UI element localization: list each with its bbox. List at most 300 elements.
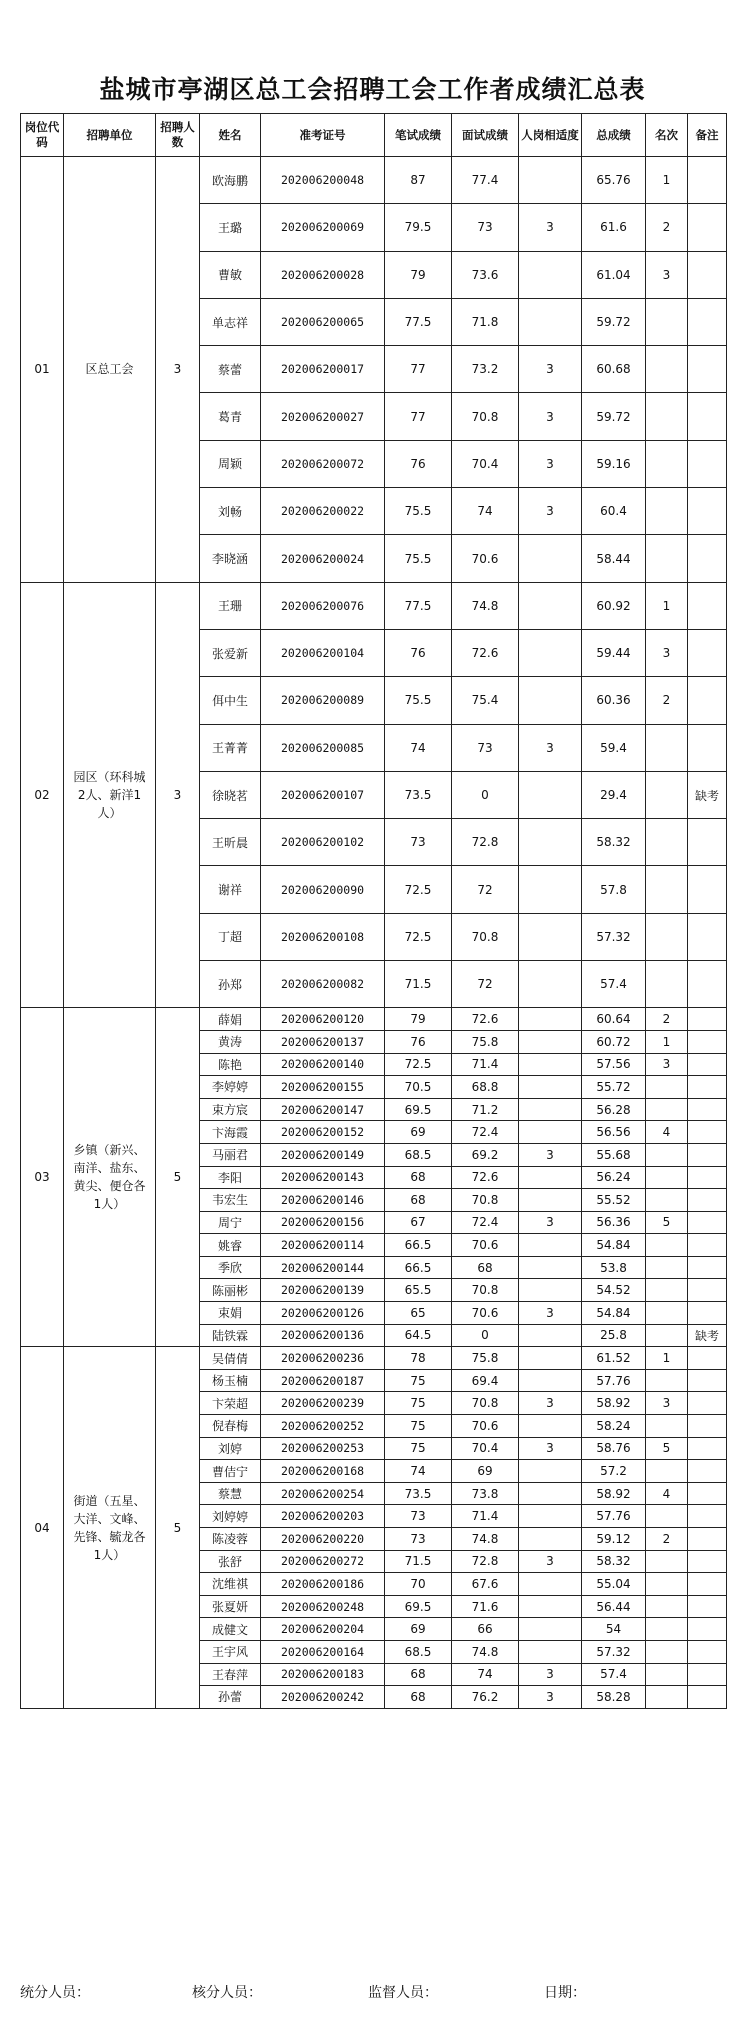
- cell-total: 61.6: [582, 204, 646, 251]
- cell-interview: 71.2: [452, 1098, 519, 1121]
- cell-rank: 4: [646, 1121, 688, 1144]
- cell-interview: 74.8: [452, 1528, 519, 1551]
- cell-ticket: 202006200072: [261, 440, 385, 487]
- cell-note: [688, 1528, 727, 1551]
- cell-rank: 5: [646, 1211, 688, 1234]
- cell-interview: 71.4: [452, 1505, 519, 1528]
- cell-interview: 71.4: [452, 1053, 519, 1076]
- cell-ticket: 202006200239: [261, 1392, 385, 1415]
- cell-total: 57.32: [582, 913, 646, 960]
- cell-fit: 3: [519, 1143, 582, 1166]
- cell-ticket: 202006200149: [261, 1143, 385, 1166]
- cell-fit: 3: [519, 393, 582, 440]
- cell-fit: [519, 1573, 582, 1596]
- group-unit: 乡镇（新兴、南洋、盐东、黄尖、便仓各1人）: [64, 1008, 156, 1347]
- cell-interview: 72: [452, 961, 519, 1008]
- cell-fit: [519, 1505, 582, 1528]
- cell-written: 72.5: [385, 913, 452, 960]
- cell-rank: 3: [646, 629, 688, 676]
- cell-interview: 70.8: [452, 1279, 519, 1302]
- cell-rank: [646, 1143, 688, 1166]
- cell-rank: [646, 771, 688, 818]
- cell-rank: [646, 1550, 688, 1573]
- cell-rank: [646, 298, 688, 345]
- score-table: [20, 113, 727, 1709]
- cell-rank: 3: [646, 251, 688, 298]
- cell-note: [688, 1143, 727, 1166]
- cell-ticket: 202006200143: [261, 1166, 385, 1189]
- score-table-body: [21, 157, 727, 1709]
- cell-name: 王珊: [200, 582, 261, 629]
- cell-total: 53.8: [582, 1256, 646, 1279]
- cell-name: 黄涛: [200, 1030, 261, 1053]
- cell-total: 57.32: [582, 1640, 646, 1663]
- cell-note: [688, 1640, 727, 1663]
- cell-total: 58.92: [582, 1482, 646, 1505]
- cell-ticket: 202006200027: [261, 393, 385, 440]
- cell-interview: 73.2: [452, 346, 519, 393]
- cell-note: [688, 1437, 727, 1460]
- cell-ticket: 202006200147: [261, 1098, 385, 1121]
- cell-rank: [646, 913, 688, 960]
- cell-rank: [646, 1302, 688, 1325]
- cell-interview: 0: [452, 1324, 519, 1347]
- header-total: 总成绩: [582, 114, 646, 157]
- cell-ticket: 202006200017: [261, 346, 385, 393]
- cell-name: 孙蕾: [200, 1686, 261, 1709]
- cell-name: 陈丽彬: [200, 1279, 261, 1302]
- cell-interview: 71.8: [452, 298, 519, 345]
- cell-ticket: 202006200139: [261, 1279, 385, 1302]
- header-count: 招聘人数: [156, 114, 200, 157]
- cell-name: 陈凌蓉: [200, 1528, 261, 1551]
- cell-name: 孙郑: [200, 961, 261, 1008]
- cell-written: 75: [385, 1369, 452, 1392]
- cell-written: 75.5: [385, 677, 452, 724]
- cell-fit: [519, 1460, 582, 1483]
- cell-interview: 70.6: [452, 1302, 519, 1325]
- cell-rank: [646, 1595, 688, 1618]
- cell-ticket: 202006200204: [261, 1618, 385, 1641]
- cell-rank: [646, 440, 688, 487]
- cell-rank: 3: [646, 1392, 688, 1415]
- cell-name: 李婷婷: [200, 1076, 261, 1099]
- cell-rank: [646, 819, 688, 866]
- cell-total: 58.44: [582, 535, 646, 582]
- cell-total: 61.04: [582, 251, 646, 298]
- cell-total: 57.76: [582, 1505, 646, 1528]
- cell-note: [688, 346, 727, 393]
- cell-written: 74: [385, 724, 452, 771]
- cell-name: 王宇风: [200, 1640, 261, 1663]
- cell-written: 79: [385, 1008, 452, 1031]
- cell-fit: [519, 1008, 582, 1031]
- cell-written: 69.5: [385, 1098, 452, 1121]
- cell-interview: 73.8: [452, 1482, 519, 1505]
- cell-note: [688, 204, 727, 251]
- cell-written: 78: [385, 1347, 452, 1370]
- cell-fit: 3: [519, 1211, 582, 1234]
- cell-written: 68: [385, 1166, 452, 1189]
- cell-fit: [519, 1256, 582, 1279]
- cell-note: [688, 582, 727, 629]
- cell-note: [688, 393, 727, 440]
- cell-interview: 70.8: [452, 1189, 519, 1212]
- cell-fit: [519, 298, 582, 345]
- cell-ticket: 202006200022: [261, 488, 385, 535]
- cell-fit: 3: [519, 1437, 582, 1460]
- cell-total: 60.64: [582, 1008, 646, 1031]
- cell-total: 58.76: [582, 1437, 646, 1460]
- group-code: 01: [21, 157, 64, 583]
- cell-written: 79: [385, 251, 452, 298]
- cell-note: [688, 677, 727, 724]
- cell-fit: 3: [519, 1550, 582, 1573]
- cell-rank: 5: [646, 1437, 688, 1460]
- cell-name: 陆铁霖: [200, 1324, 261, 1347]
- cell-ticket: 202006200242: [261, 1686, 385, 1709]
- cell-written: 75: [385, 1392, 452, 1415]
- cell-fit: 3: [519, 1663, 582, 1686]
- cell-total: 59.72: [582, 393, 646, 440]
- cell-fit: [519, 1618, 582, 1641]
- cell-written: 75.5: [385, 535, 452, 582]
- footer-supervise-label: 监督人员：: [368, 1985, 438, 2001]
- cell-written: 66.5: [385, 1256, 452, 1279]
- cell-total: 58.24: [582, 1415, 646, 1438]
- cell-ticket: 202006200203: [261, 1505, 385, 1528]
- cell-ticket: 202006200248: [261, 1595, 385, 1618]
- cell-rank: [646, 1663, 688, 1686]
- cell-interview: 73: [452, 724, 519, 771]
- cell-note: [688, 1460, 727, 1483]
- cell-interview: 66: [452, 1618, 519, 1641]
- cell-note: 缺考: [688, 771, 727, 818]
- cell-written: 75: [385, 1415, 452, 1438]
- cell-ticket: 202006200156: [261, 1211, 385, 1234]
- cell-interview: 71.6: [452, 1595, 519, 1618]
- cell-name: 葛青: [200, 393, 261, 440]
- cell-interview: 0: [452, 771, 519, 818]
- cell-name: 蔡慧: [200, 1482, 261, 1505]
- cell-written: 73: [385, 1528, 452, 1551]
- cell-rank: [646, 1369, 688, 1392]
- cell-fit: [519, 1279, 582, 1302]
- cell-note: [688, 1098, 727, 1121]
- cell-note: [688, 1302, 727, 1325]
- cell-written: 70: [385, 1573, 452, 1596]
- cell-fit: [519, 629, 582, 676]
- cell-ticket: 202006200024: [261, 535, 385, 582]
- cell-written: 64.5: [385, 1324, 452, 1347]
- cell-note: [688, 1030, 727, 1053]
- cell-name: 曹敏: [200, 251, 261, 298]
- cell-name: 周颖: [200, 440, 261, 487]
- cell-name: 王璐: [200, 204, 261, 251]
- cell-note: [688, 961, 727, 1008]
- cell-name: 季欣: [200, 1256, 261, 1279]
- cell-ticket: 202006200085: [261, 724, 385, 771]
- footer: [0, 1982, 745, 2002]
- cell-total: 29.4: [582, 771, 646, 818]
- cell-interview: 72.6: [452, 1166, 519, 1189]
- cell-fit: [519, 1528, 582, 1551]
- cell-interview: 67.6: [452, 1573, 519, 1596]
- cell-note: [688, 1121, 727, 1144]
- cell-written: 68.5: [385, 1640, 452, 1663]
- cell-written: 66.5: [385, 1234, 452, 1257]
- cell-interview: 70.4: [452, 1437, 519, 1460]
- cell-name: 卞海霞: [200, 1121, 261, 1144]
- cell-rank: 2: [646, 1528, 688, 1551]
- cell-name: 韦宏生: [200, 1189, 261, 1212]
- cell-fit: [519, 1482, 582, 1505]
- cell-interview: 69.4: [452, 1369, 519, 1392]
- cell-total: 60.36: [582, 677, 646, 724]
- cell-ticket: 202006200155: [261, 1076, 385, 1099]
- cell-written: 71.5: [385, 1550, 452, 1573]
- cell-fit: [519, 157, 582, 204]
- cell-name: 佴中生: [200, 677, 261, 724]
- cell-name: 张舒: [200, 1550, 261, 1573]
- cell-fit: [519, 251, 582, 298]
- cell-interview: 75.4: [452, 677, 519, 724]
- group-count: 5: [156, 1347, 200, 1709]
- cell-interview: 72.8: [452, 1550, 519, 1573]
- header-name: 姓名: [200, 114, 261, 157]
- cell-name: 曹佶宁: [200, 1460, 261, 1483]
- cell-ticket: 202006200144: [261, 1256, 385, 1279]
- cell-note: [688, 535, 727, 582]
- cell-total: 54.52: [582, 1279, 646, 1302]
- cell-note: [688, 1550, 727, 1573]
- cell-interview: 73: [452, 204, 519, 251]
- cell-total: 60.92: [582, 582, 646, 629]
- header-code: 岗位代码: [21, 114, 64, 157]
- cell-name: 薛娟: [200, 1008, 261, 1031]
- cell-name: 李晓涵: [200, 535, 261, 582]
- cell-total: 58.32: [582, 1550, 646, 1573]
- cell-rank: [646, 1256, 688, 1279]
- cell-name: 倪春梅: [200, 1415, 261, 1438]
- cell-ticket: 202006200152: [261, 1121, 385, 1144]
- cell-total: 61.52: [582, 1347, 646, 1370]
- cell-written: 72.5: [385, 866, 452, 913]
- table-row: [21, 1008, 727, 1031]
- cell-written: 73.5: [385, 771, 452, 818]
- cell-name: 王昕晨: [200, 819, 261, 866]
- cell-total: 55.04: [582, 1573, 646, 1596]
- cell-ticket: 202006200028: [261, 251, 385, 298]
- cell-note: [688, 1008, 727, 1031]
- cell-note: [688, 1505, 727, 1528]
- cell-ticket: 202006200146: [261, 1189, 385, 1212]
- cell-fit: [519, 1121, 582, 1144]
- cell-note: [688, 819, 727, 866]
- cell-interview: 74.8: [452, 582, 519, 629]
- cell-total: 56.24: [582, 1166, 646, 1189]
- cell-written: 73: [385, 819, 452, 866]
- cell-fit: [519, 1030, 582, 1053]
- cell-written: 79.5: [385, 204, 452, 251]
- cell-ticket: 202006200126: [261, 1302, 385, 1325]
- cell-ticket: 202006200253: [261, 1437, 385, 1460]
- cell-written: 75.5: [385, 488, 452, 535]
- cell-fit: 3: [519, 440, 582, 487]
- cell-interview: 68.8: [452, 1076, 519, 1099]
- cell-ticket: 202006200186: [261, 1573, 385, 1596]
- cell-interview: 70.8: [452, 1392, 519, 1415]
- cell-ticket: 202006200252: [261, 1415, 385, 1438]
- cell-rank: 2: [646, 204, 688, 251]
- cell-interview: 75.8: [452, 1347, 519, 1370]
- cell-ticket: 202006200120: [261, 1008, 385, 1031]
- cell-note: [688, 1573, 727, 1596]
- cell-fit: [519, 1189, 582, 1212]
- cell-ticket: 202006200102: [261, 819, 385, 866]
- cell-fit: 3: [519, 1302, 582, 1325]
- cell-interview: 72: [452, 866, 519, 913]
- cell-interview: 68: [452, 1256, 519, 1279]
- cell-interview: 72.8: [452, 819, 519, 866]
- cell-written: 65.5: [385, 1279, 452, 1302]
- cell-interview: 74: [452, 1663, 519, 1686]
- cell-ticket: 202006200048: [261, 157, 385, 204]
- cell-note: [688, 629, 727, 676]
- cell-rank: [646, 1415, 688, 1438]
- cell-fit: [519, 1324, 582, 1347]
- cell-total: 60.4: [582, 488, 646, 535]
- cell-note: [688, 1663, 727, 1686]
- header-fit: 人岗相适度: [519, 114, 582, 157]
- cell-total: 55.68: [582, 1143, 646, 1166]
- cell-written: 70.5: [385, 1076, 452, 1099]
- cell-written: 76: [385, 629, 452, 676]
- cell-fit: [519, 535, 582, 582]
- table-row: [21, 157, 727, 204]
- cell-total: 57.8: [582, 866, 646, 913]
- cell-ticket: 202006200090: [261, 866, 385, 913]
- cell-written: 68: [385, 1663, 452, 1686]
- cell-fit: [519, 1347, 582, 1370]
- cell-note: [688, 913, 727, 960]
- cell-note: [688, 1166, 727, 1189]
- cell-interview: 69.2: [452, 1143, 519, 1166]
- header-rank: 名次: [646, 114, 688, 157]
- cell-rank: [646, 1505, 688, 1528]
- cell-ticket: 202006200108: [261, 913, 385, 960]
- cell-note: [688, 1415, 727, 1438]
- cell-note: [688, 1053, 727, 1076]
- cell-rank: [646, 1098, 688, 1121]
- cell-name: 陈艳: [200, 1053, 261, 1076]
- header-ticket: 准考证号: [261, 114, 385, 157]
- cell-total: 58.92: [582, 1392, 646, 1415]
- footer-check-label: 核分人员：: [192, 1985, 262, 2001]
- cell-total: 57.4: [582, 1663, 646, 1686]
- cell-ticket: 202006200076: [261, 582, 385, 629]
- cell-name: 王春萍: [200, 1663, 261, 1686]
- cell-note: [688, 1392, 727, 1415]
- cell-fit: [519, 677, 582, 724]
- group-count: 3: [156, 157, 200, 583]
- cell-written: 69.5: [385, 1595, 452, 1618]
- cell-written: 73: [385, 1505, 452, 1528]
- cell-name: 成健文: [200, 1618, 261, 1641]
- cell-total: 59.72: [582, 298, 646, 345]
- cell-rank: [646, 488, 688, 535]
- cell-name: 王菁菁: [200, 724, 261, 771]
- cell-written: 71.5: [385, 961, 452, 1008]
- cell-fit: [519, 771, 582, 818]
- cell-fit: 3: [519, 204, 582, 251]
- cell-fit: [519, 1098, 582, 1121]
- header-unit: 招聘单位: [64, 114, 156, 157]
- cell-written: 65: [385, 1302, 452, 1325]
- cell-name: 刘畅: [200, 488, 261, 535]
- cell-rank: 1: [646, 157, 688, 204]
- cell-note: [688, 866, 727, 913]
- cell-rank: [646, 1076, 688, 1099]
- cell-interview: 70.8: [452, 393, 519, 440]
- cell-ticket: 202006200164: [261, 1640, 385, 1663]
- cell-fit: [519, 582, 582, 629]
- cell-interview: 70.4: [452, 440, 519, 487]
- cell-total: 59.4: [582, 724, 646, 771]
- cell-note: [688, 1076, 727, 1099]
- cell-fit: [519, 866, 582, 913]
- cell-note: [688, 1369, 727, 1392]
- cell-rank: [646, 1324, 688, 1347]
- cell-note: [688, 298, 727, 345]
- cell-fit: [519, 913, 582, 960]
- cell-ticket: 202006200220: [261, 1528, 385, 1551]
- cell-total: 56.56: [582, 1121, 646, 1144]
- cell-total: 55.72: [582, 1076, 646, 1099]
- cell-total: 59.12: [582, 1528, 646, 1551]
- cell-total: 54.84: [582, 1234, 646, 1257]
- cell-ticket: 202006200236: [261, 1347, 385, 1370]
- cell-ticket: 202006200082: [261, 961, 385, 1008]
- cell-rank: 2: [646, 1008, 688, 1031]
- group-unit: 街道（五星、大洋、文峰、先锋、毓龙各1人）: [64, 1347, 156, 1709]
- cell-interview: 76.2: [452, 1686, 519, 1709]
- cell-interview: 75.8: [452, 1030, 519, 1053]
- cell-written: 74: [385, 1460, 452, 1483]
- cell-interview: 70.6: [452, 1234, 519, 1257]
- cell-rank: [646, 1460, 688, 1483]
- cell-total: 57.76: [582, 1369, 646, 1392]
- cell-name: 徐晓茗: [200, 771, 261, 818]
- group-count: 3: [156, 582, 200, 1008]
- page-title: 盐城市亭湖区总工会招聘工会工作者成绩汇总表: [99, 75, 646, 104]
- cell-written: 75: [385, 1437, 452, 1460]
- group-unit: 园区（环科城2人、新洋1人）: [64, 582, 156, 1008]
- cell-total: 58.28: [582, 1686, 646, 1709]
- cell-interview: 77.4: [452, 157, 519, 204]
- header-row: [21, 114, 727, 157]
- cell-name: 丁超: [200, 913, 261, 960]
- cell-ticket: 202006200089: [261, 677, 385, 724]
- cell-total: 57.4: [582, 961, 646, 1008]
- cell-interview: 74.8: [452, 1640, 519, 1663]
- cell-rank: [646, 1279, 688, 1302]
- cell-ticket: 202006200137: [261, 1030, 385, 1053]
- cell-written: 68: [385, 1189, 452, 1212]
- cell-rank: [646, 1573, 688, 1596]
- cell-ticket: 202006200065: [261, 298, 385, 345]
- cell-total: 56.28: [582, 1098, 646, 1121]
